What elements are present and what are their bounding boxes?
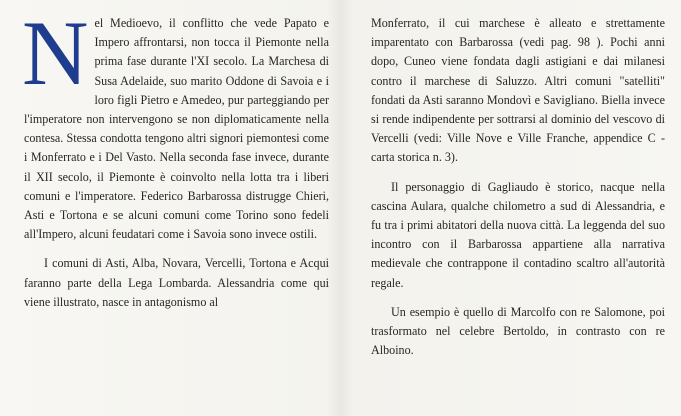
right-paragraph-1: Monferrato, il cui marchese è alleato e strettamente imparentato con Barbarossa (vedi pag. 98 ). Pochi anni dopo, Cuneo viene fondata dagli astigiani e dai milanesi contro il marchese di Saluzzo. Altri comuni "satelliti" fondati da Asti saranno Mondovì e Savigliano. Biella invece si rende indipendente per sottrarsi al dominio del vescovo di Vercelli (vedi: Ville Nove e Ville Franche, appendice C - carta storica n. 3). [371,16,665,165]
left-paragraph-2: I comuni di Asti, Alba, Novara, Vercelli, Tortona e Acqui faranno parte della Lega Lombarda. Alessandria come qui viene illustrato, nasce in antagonismo al [24,256,329,309]
left-text-column [22,2,329,312]
left-paragraph-1-text: el Medioevo, il conflitto che vede Papato e Impero affrontarsi, non tocca il Piemonte nella prima fase durante l'XI secolo. La Marchesa di Susa Adelaide, suo marito Oddone di Savoia e i loro figli Pietro e Amedeo, pur parteggiando per l'imperatore non intervengono se non diplomaticamente nella contesa. Stessa condotta tengono altri signori piemontesi come i Monferrato e i Del Vasto. Nella seconda fase invece, durante il XII secolo, il Piemonte è coinvolto nella lotta tra i liberi comuni e l'imperatore. Federico Barbarossa distrugge Chieri, Asti e Tortona e se alcuni comuni come Torino sono fedeli all'Impero, alcuni feudatari come i Savoia sono invece ostili. [24,16,329,242]
right-text-column [371,14,665,360]
left-paragraph-1 [22,2,329,244]
right-paragraph-3: Un esempio è quello di Marcolfo con re Salomone, poi trasformato nel celebre Bertoldo, in contrasto con re Alboino. [371,304,665,358]
right-paragraph-2: Il personaggio di Gagliaudo è storico, nacque nella cascina Aulara, qualche chilometro a sud di Alessandria, e fu tra i primi abitatori della nuova città. La leggenda del suo incontro con il Barbarossa appartiene alla narrativa medievale che contrappone il contadino scaltro all'autorità regale. [371,179,665,290]
drop-cap-letter: N [22,2,89,104]
